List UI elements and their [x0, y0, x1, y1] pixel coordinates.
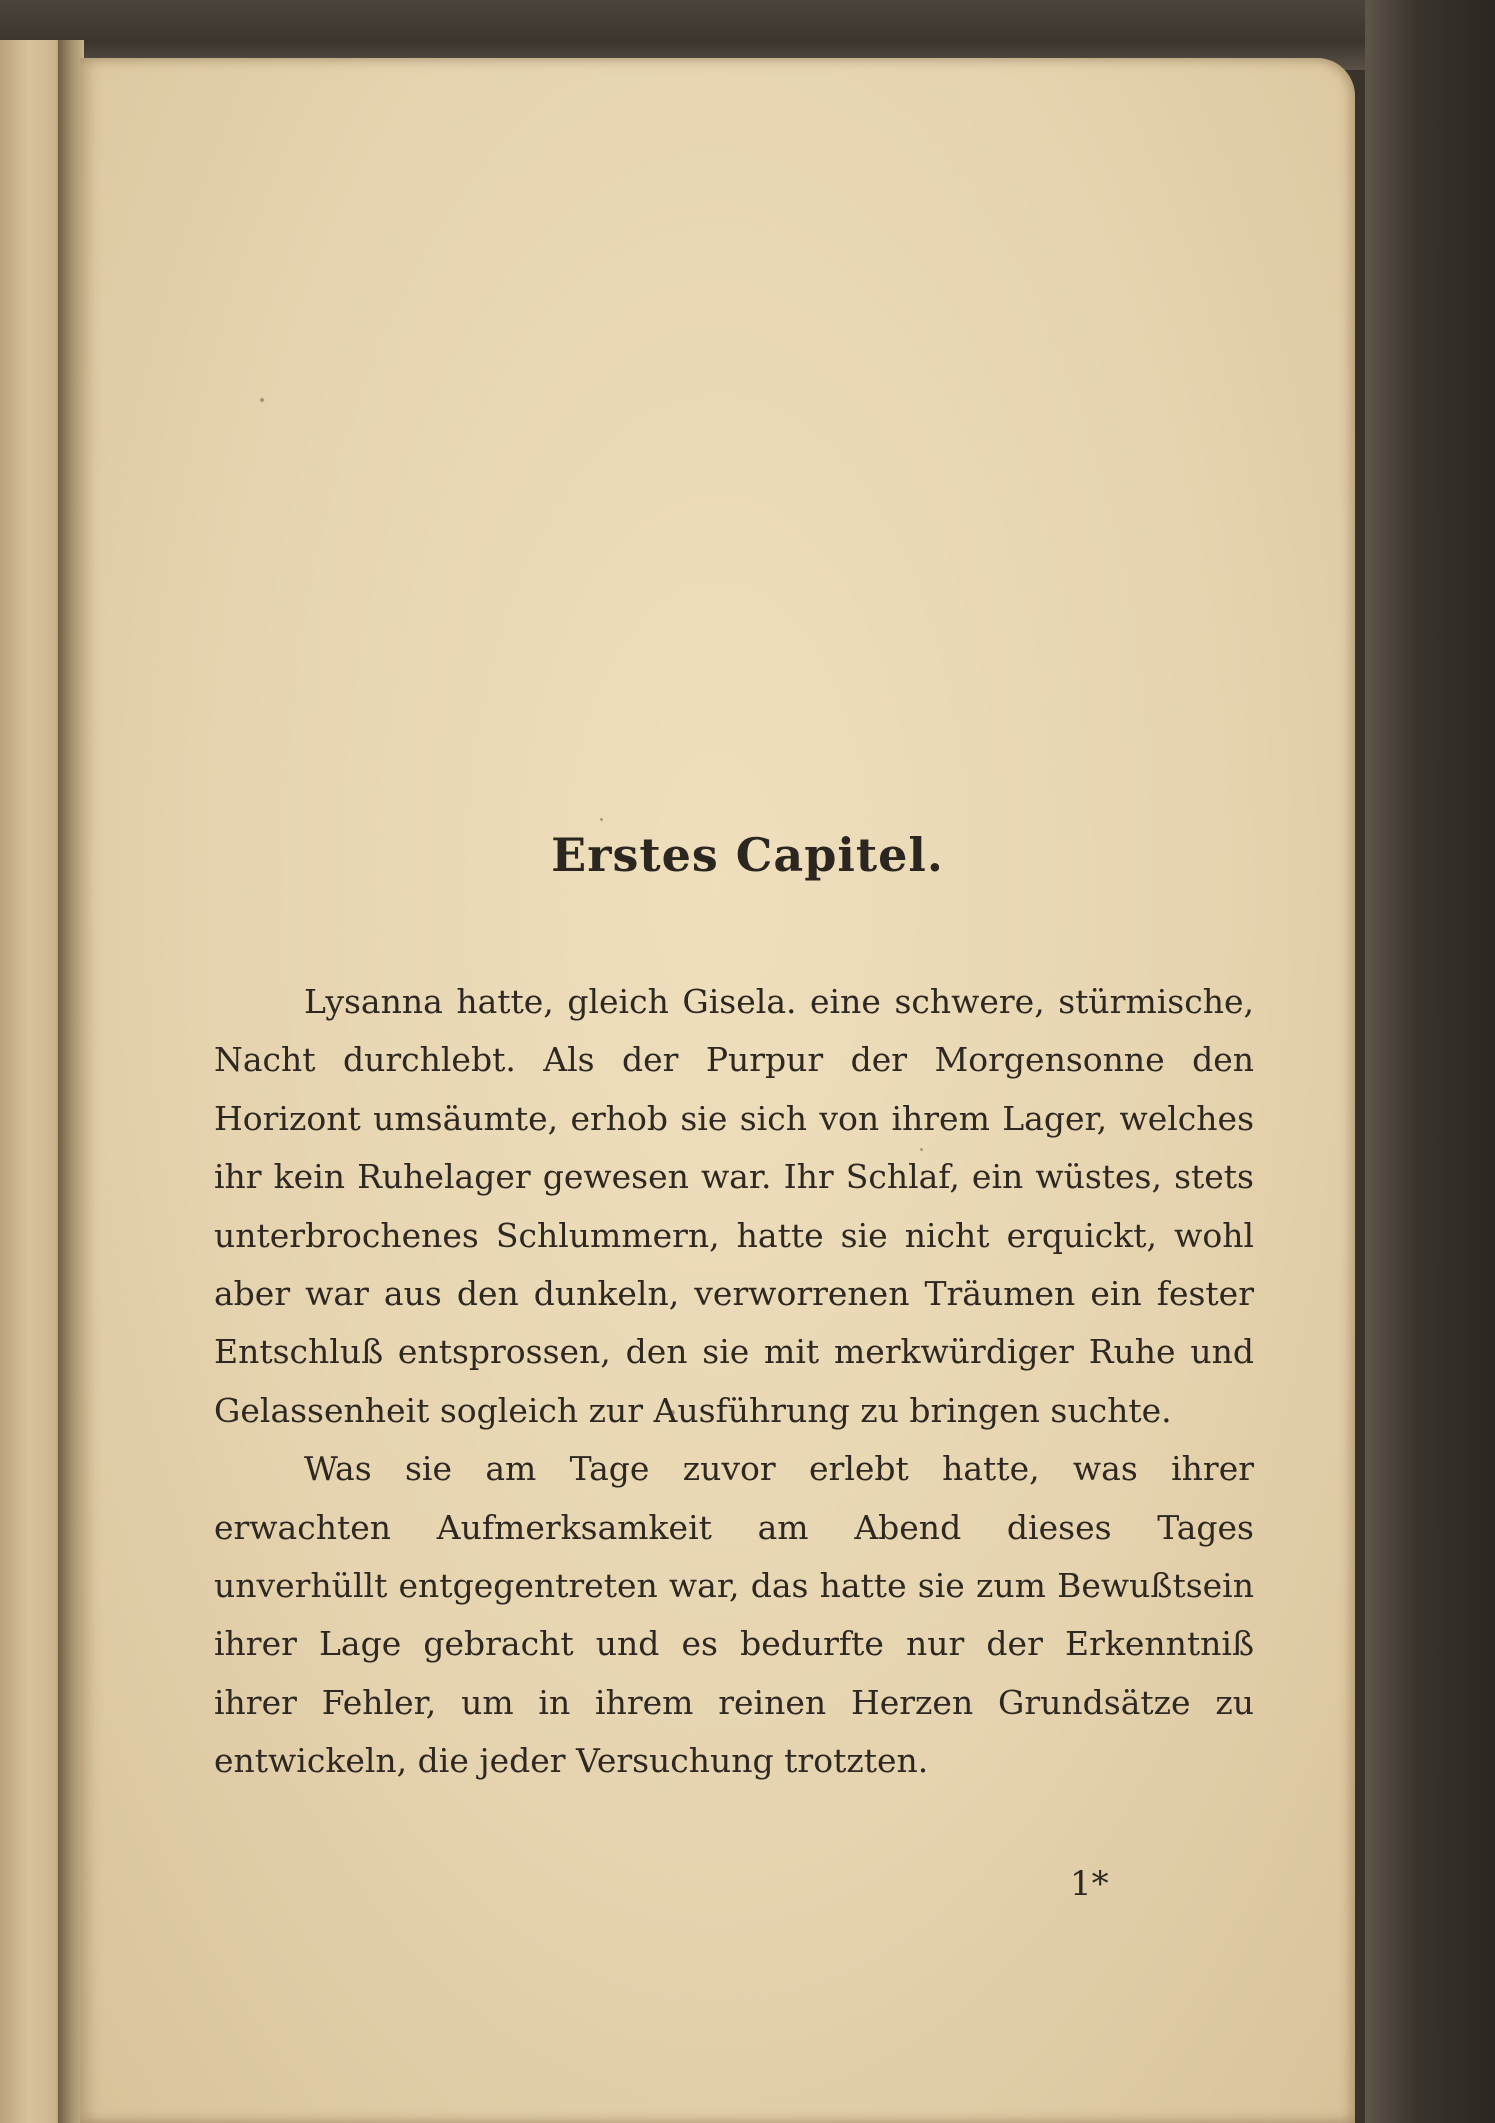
paper-speck: [600, 818, 603, 821]
paper-speck: [260, 398, 264, 402]
book-cover-edge: [1365, 0, 1495, 2123]
book-page: [80, 58, 1355, 2123]
paragraph-1: Lysanna hatte, gleich Gisela. eine schwere, stürmische, Nacht durchlebt. Als der Purpur der Morgensonne den Horizont umsäumte, erhob sie sich von ihrem Lager, welches ihr kein Ruhelager gewesen war. Ihr Schlaf, ein wüstes, stets unterbrochenes Schlummern, hatte sie nicht erquickt, wohl aber war aus den dunkeln, verworrenen Träumen ein fester Entschluß entsprossen, den sie mit merkwürdiger Ruhe und Gelassenheit sogleich zur Ausführung zu bringen suchte.: [214, 982, 1254, 1430]
paragraph-2: Was sie am Tage zuvor erlebt hatte, was ihrer erwachten Aufmerksamkeit am Abend dieses Tages unverhüllt entgegentreten war, das hatte sie zum Bewußtsein ihrer Lage gebracht und es bedurfte nur der Erkenntniß ihrer Fehler, um in ihrem reinen Herzen Grundsätze zu entwickeln, die jeder Versuchung trotzten.: [214, 1449, 1254, 1781]
page-number: 1*: [1070, 1864, 1109, 1904]
chapter-body: [214, 973, 1254, 1791]
chapter-title: Erstes Capitel.: [551, 828, 944, 882]
